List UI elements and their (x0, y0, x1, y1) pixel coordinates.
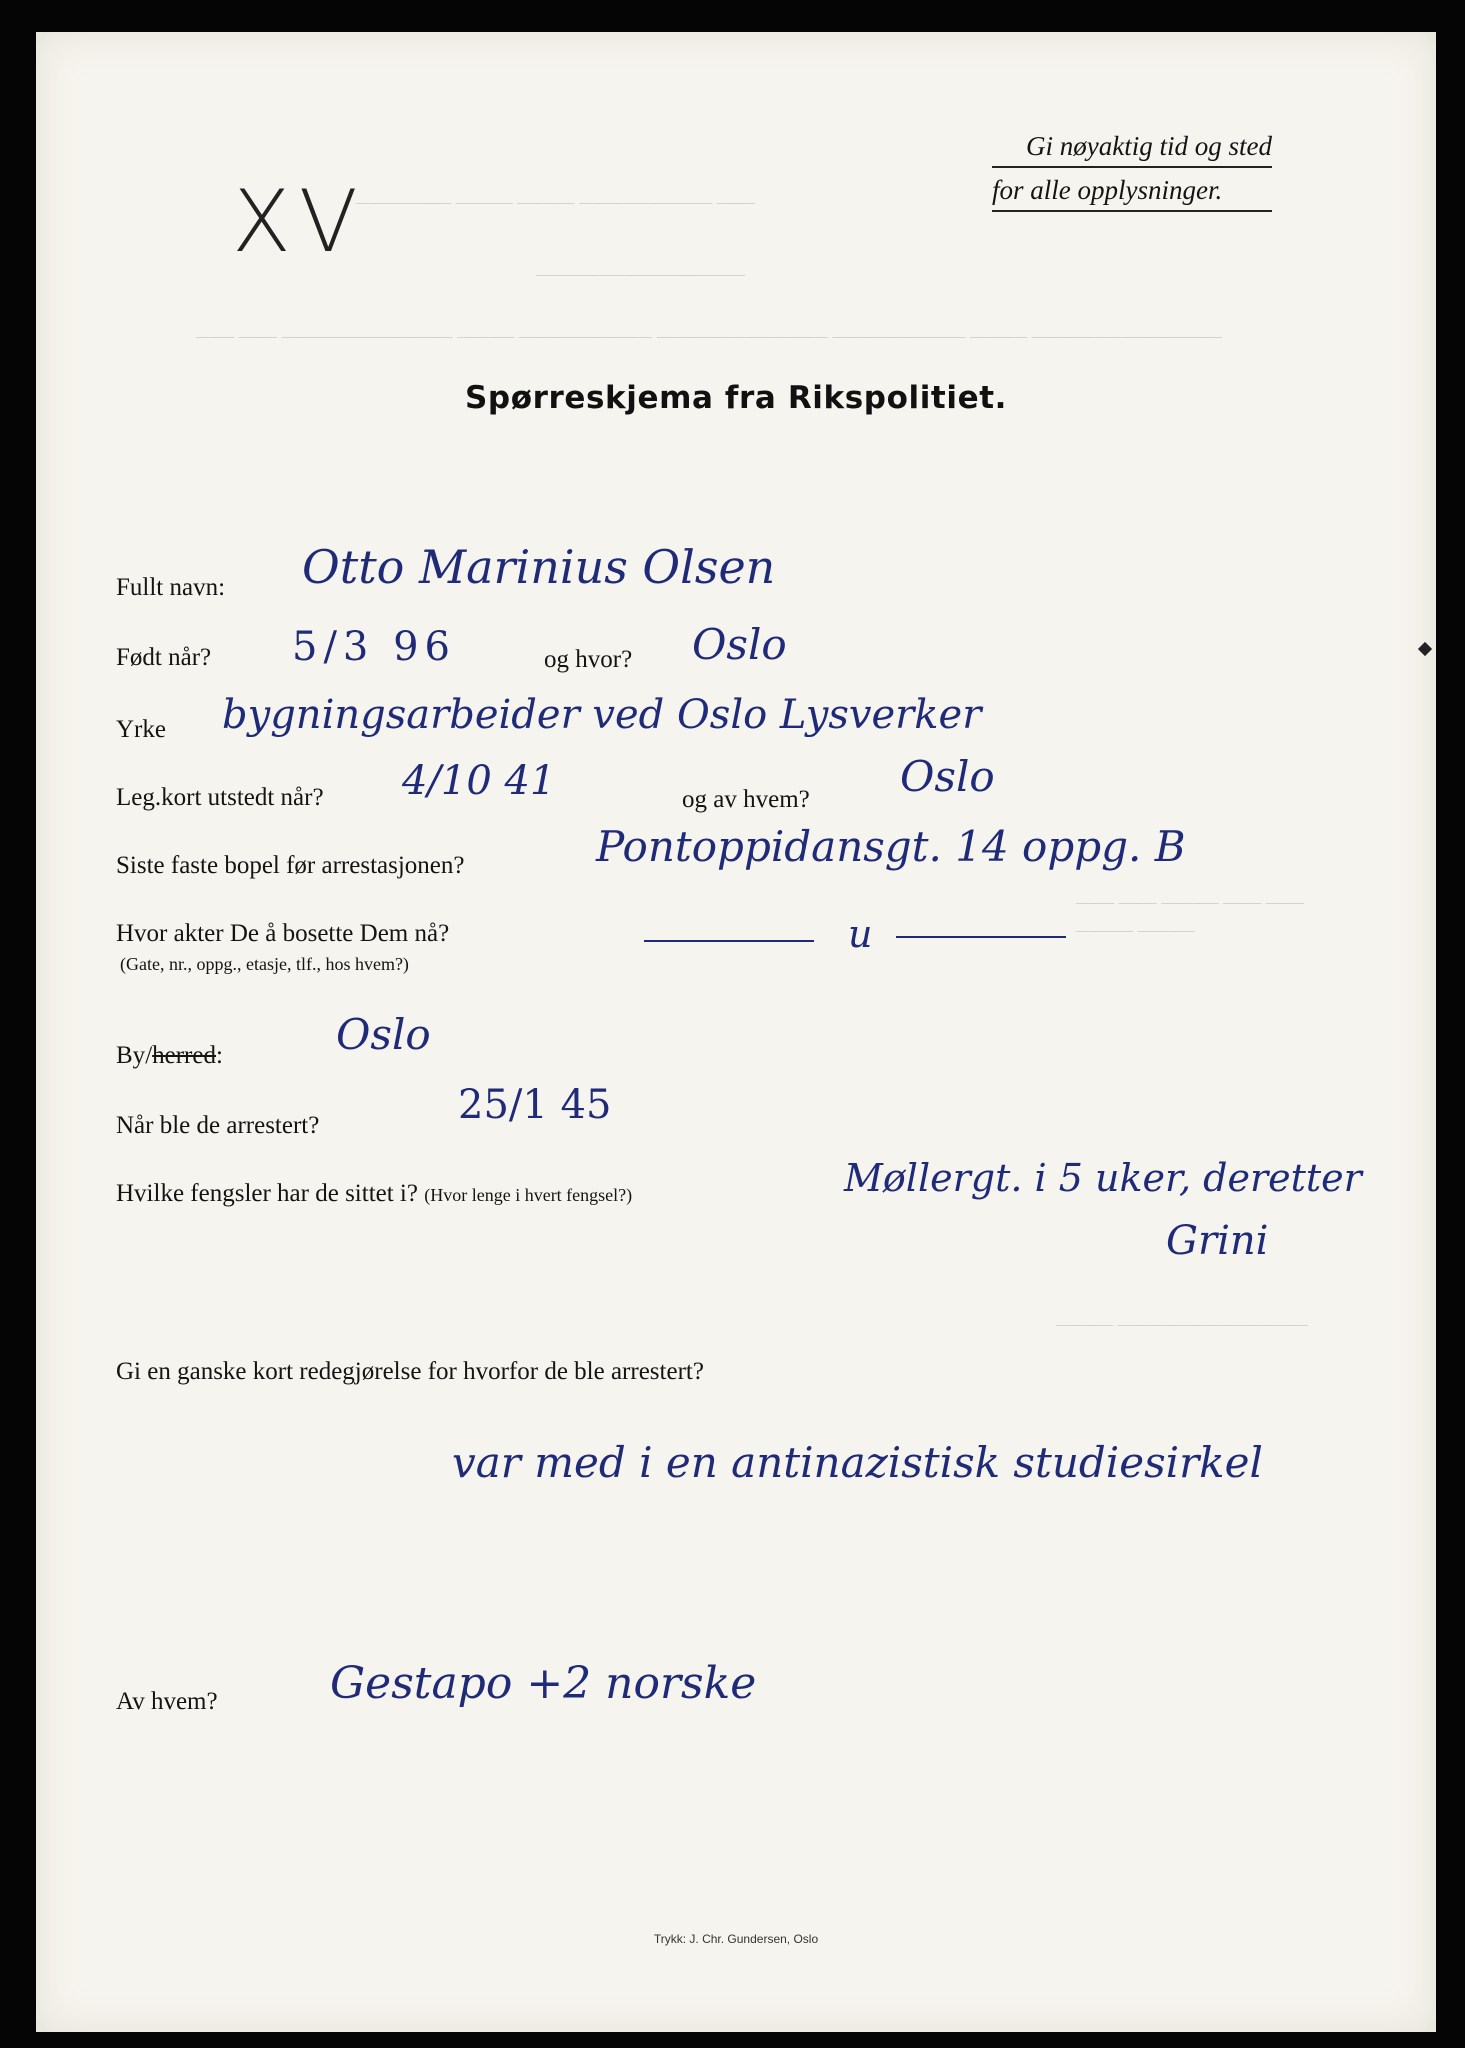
edge-marker (1418, 642, 1432, 656)
born-where-label: og hvor? (544, 646, 633, 673)
born-when-label: Født når? (116, 644, 212, 671)
prisons-sublabel: (Hvor lenge i hvert fengsel?) (424, 1185, 633, 1205)
arrested-by-label: Av hvem? (116, 1688, 218, 1715)
prisons-label (116, 1180, 632, 1208)
arrested-by-value: Gestapo +2 norske (330, 1658, 757, 1709)
id-card-by-value: Oslo (900, 752, 995, 801)
reason-value: var med i en antinazistisk studiesirkel (452, 1438, 1263, 1487)
reason-label: Gi en ganske kort redegjørelse for hvorfor de ble arrestert? (116, 1358, 704, 1385)
town-label-colon: : (215, 1042, 223, 1069)
bleed-through-text: —— —— ————————— ——— ——————— ————————— ——————— ——— —————————— (196, 326, 1222, 347)
bleed-through-text: ——————————— (536, 264, 745, 285)
blank-dash (896, 936, 1066, 938)
settle-where-sublabel: (Gate, nr., oppg., etasje, tlf., hos hvem?) (120, 954, 409, 974)
notice-line: Gi nøyaktig tid og sted (992, 124, 1272, 168)
prisons-label-text: Hvilke fengsler har de sittet i? (116, 1180, 418, 1207)
last-residence-label: Siste faste bopel før arrestasjonen? (116, 852, 465, 879)
settle-where-label: Hvor akter De å bosette Dem nå? (116, 920, 450, 947)
arrested-when-label: Når ble de arrestert? (116, 1112, 320, 1139)
prisons-value-line1: Møllergt. i 5 uker, deretter (844, 1156, 1362, 1200)
instruction-notice (992, 124, 1272, 212)
occupation-label: Yrke (116, 716, 166, 743)
bleed-through-text: ————— ——— ——— ——————— —— (356, 192, 755, 213)
town-label: By/herred: (116, 1042, 223, 1069)
occupation-value: bygningsarbeider ved Oslo Lysverker (222, 692, 982, 738)
bleed-through-text: ——— —————————— (1056, 1314, 1308, 1335)
bleed-through-text: ——— ——— (1076, 920, 1195, 941)
form-page (36, 32, 1436, 2032)
settle-where-value: u (848, 912, 873, 956)
arrested-when-value: 25/1 45 (458, 1082, 612, 1128)
last-residence-value: Pontoppidansgt. 14 oppg. B (596, 822, 1186, 871)
blank-dash (644, 940, 814, 942)
bleed-through-text: —— —— ——— —— —— (1076, 892, 1304, 913)
full-name-value: Otto Marinius Olsen (302, 540, 776, 594)
born-where-value: Oslo (692, 620, 787, 669)
born-when-value: 5/3 96 (292, 624, 456, 670)
town-label-by: By (116, 1042, 146, 1069)
id-card-issued-value: 4/10 41 (402, 758, 556, 804)
id-card-by-label: og av hvem? (682, 786, 810, 813)
full-name-label: Fullt navn: (116, 574, 226, 601)
prisons-value-line2: Grini (1166, 1218, 1269, 1264)
town-label-herred: herred (152, 1042, 216, 1069)
notice-line: for alle opplysninger. (992, 168, 1272, 212)
town-value: Oslo (336, 1010, 431, 1059)
printer-imprint: Trykk: J. Chr. Gundersen, Oslo (653, 1932, 819, 1946)
form-title: Spørreskjema fra Rikspolitiet. (464, 380, 1007, 416)
handwritten-mark: XV (232, 172, 366, 272)
id-card-issued-label: Leg.kort utstedt når? (116, 784, 324, 811)
